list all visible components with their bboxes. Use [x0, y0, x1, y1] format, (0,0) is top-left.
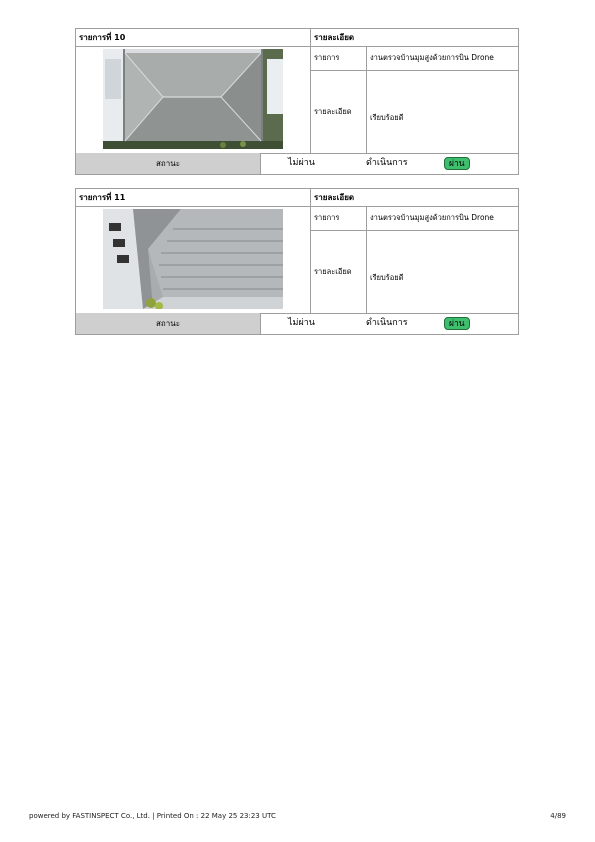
- row-label-detail: รายละเอียด: [314, 107, 352, 116]
- option-in-progress: ดำเนินการ: [366, 318, 408, 328]
- option-fail: ไม่ผ่าน: [288, 158, 315, 168]
- footer-page-number: 4/89: [550, 812, 566, 820]
- row-value-detail: เรียบร้อยดี: [370, 113, 404, 122]
- option-pass-selected: ผ่าน: [444, 317, 470, 330]
- item-title: รายการที่ 11: [79, 193, 126, 202]
- roof-drone-photo: [103, 49, 283, 149]
- row-value-item: งานตรวจบ้านมุมสูงด้วยการบิน Drone: [370, 213, 494, 222]
- option-pass-selected: ผ่าน: [444, 157, 470, 170]
- status-label: สถานะ: [156, 319, 180, 328]
- detail-header: รายละเอียด: [314, 33, 355, 42]
- row-value-item: งานตรวจบ้านมุมสูงด้วยการบิน Drone: [370, 53, 494, 62]
- inspection-record-11: [75, 188, 519, 335]
- roof-drone-photo: [103, 209, 283, 309]
- option-in-progress: ดำเนินการ: [366, 158, 408, 168]
- row-label-item: รายการ: [314, 213, 340, 222]
- option-fail: ไม่ผ่าน: [288, 318, 315, 328]
- detail-header: รายละเอียด: [314, 193, 355, 202]
- row-label-detail: รายละเอียด: [314, 267, 352, 276]
- item-title: รายการที่ 10: [79, 33, 126, 42]
- footer-printed-info: powered by FASTINSPECT Co., Ltd. | Printed On : 22 May 25 23:23 UTC: [29, 812, 276, 820]
- row-value-detail: เรียบร้อยดี: [370, 273, 404, 282]
- status-label: สถานะ: [156, 159, 180, 168]
- row-label-item: รายการ: [314, 53, 340, 62]
- inspection-record-10: [75, 28, 519, 175]
